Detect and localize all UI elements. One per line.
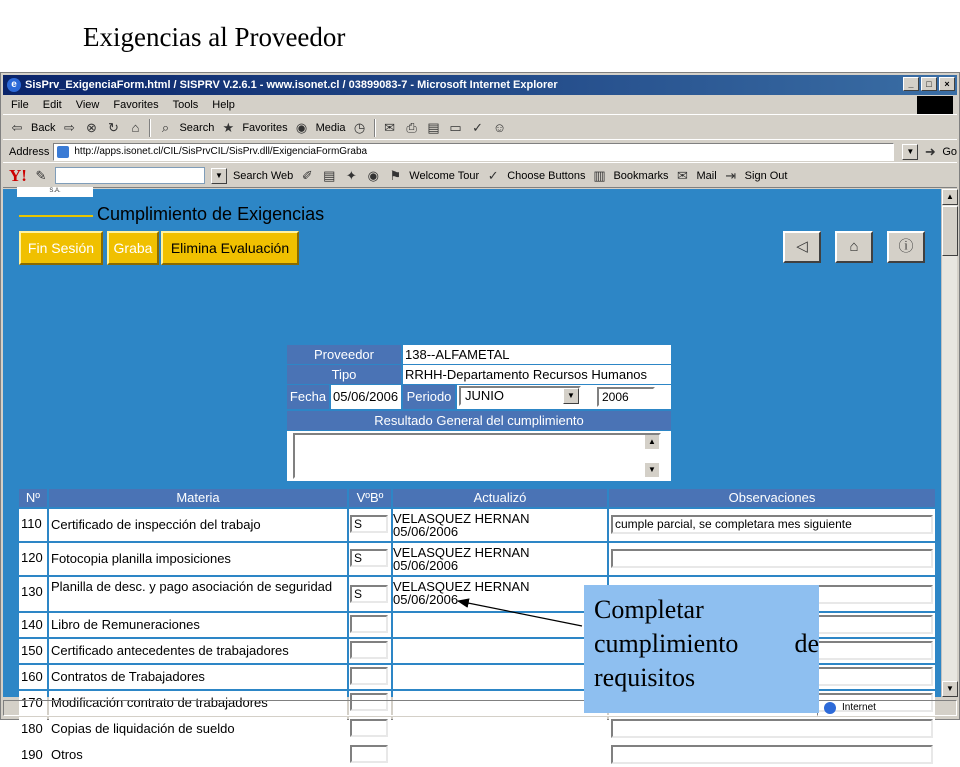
scroll-up-icon[interactable]: ▲ (645, 435, 659, 449)
vobo-input[interactable]: S (350, 585, 388, 603)
menu-favorites[interactable]: Favorites (113, 98, 159, 111)
mail-icon[interactable]: ✉ (384, 119, 395, 135)
vobo-input[interactable]: S (350, 549, 388, 567)
header-materia: Materia (49, 489, 347, 507)
scroll-down-icon[interactable]: ▼ (645, 463, 659, 477)
row-num: 150 (19, 639, 47, 663)
row-obs-cell (609, 509, 935, 541)
header-vobo: VºBº (349, 489, 391, 507)
row-actualizo (393, 665, 607, 689)
actualizo-date: 05/06/2006 (393, 558, 459, 573)
highlight-icon[interactable]: ✐ (301, 167, 313, 183)
scroll-thumb[interactable] (942, 206, 958, 256)
row-num: 170 (19, 691, 47, 715)
resultado-label: Resultado General del cumplimiento (287, 411, 671, 430)
print-icon[interactable]: ⎙ (406, 119, 417, 135)
address-dropdown-button[interactable]: ▼ (902, 144, 918, 160)
periodo-select[interactable] (459, 386, 581, 406)
search-button[interactable]: Search (179, 121, 215, 134)
row-obs-cell (609, 717, 935, 741)
toolbar-separator (149, 119, 151, 137)
yahoo-search-input[interactable] (55, 167, 205, 184)
choose-buttons-icon[interactable]: ✓ (487, 167, 499, 183)
row-materia: Certificado antecedentes de trabajadores (49, 639, 347, 663)
welcome-tour-icon[interactable]: ⚑ (389, 167, 402, 183)
media-icon[interactable]: ◉ (295, 119, 308, 135)
history-icon[interactable]: ◷ (353, 119, 366, 135)
page-icon (57, 146, 69, 158)
standard-toolbar (3, 116, 957, 140)
welcome-tour-button[interactable]: Welcome Tour (409, 169, 480, 182)
sign-out-button[interactable]: Sign Out (744, 169, 788, 182)
info-icon: ⓘ (898, 238, 914, 255)
status-zone-label: Internet (842, 702, 876, 713)
yahoo-toolbar (3, 164, 957, 188)
row-vobo-cell (349, 717, 391, 741)
scroll-down-icon[interactable]: ▼ (942, 681, 958, 697)
go-arrow-icon[interactable]: ➜ (924, 143, 936, 159)
vobo-input[interactable] (350, 719, 388, 737)
menu-view[interactable]: View (75, 98, 100, 111)
header-observaciones: Observaciones (609, 489, 935, 507)
row-materia: Planilla de desc. y pago asociación de seguridad (49, 577, 347, 611)
yahoo-search-dropdown[interactable]: ▼ (211, 168, 227, 184)
row-num: 130 (19, 577, 47, 611)
yahoo-logo[interactable]: Y! (9, 165, 27, 185)
row-vobo-cell (349, 743, 391, 767)
fecha-label: Fecha (287, 385, 329, 409)
row-actualizo (393, 509, 607, 541)
row-materia: Contratos de Trabajadores (49, 665, 347, 689)
row-materia: Certificado de inspección del trabajo (49, 509, 347, 541)
address-input[interactable] (53, 143, 894, 161)
slide-title: Exigencias al Proveedor (83, 22, 346, 52)
menu-edit[interactable]: Edit (42, 98, 62, 111)
sign-out-icon[interactable]: ⇥ (725, 167, 737, 183)
graba-button[interactable]: Graba (107, 231, 159, 265)
back-arrow-icon[interactable]: ⇦ (11, 119, 23, 135)
company-logo: S.A. (17, 187, 93, 197)
vobo-input[interactable] (350, 641, 388, 659)
row-vobo-cell (349, 509, 391, 541)
fecha-value: 05/06/2006 (331, 385, 401, 409)
vobo-input[interactable] (350, 745, 388, 763)
media-button[interactable]: Media (315, 121, 346, 134)
row-vobo-cell (349, 543, 391, 575)
observaciones-input[interactable] (611, 745, 933, 764)
search-icon[interactable]: ⌕ (161, 119, 170, 135)
discuss-icon[interactable]: ▭ (449, 119, 462, 135)
elimina-evaluacion-button[interactable]: Elimina Evaluación (161, 231, 299, 265)
row-actualizo (393, 717, 607, 741)
go-button[interactable]: Go (942, 145, 957, 158)
menu-tools[interactable]: Tools (172, 98, 199, 111)
mail-button[interactable]: Mail (696, 169, 717, 182)
observaciones-input[interactable]: cumple parcial, se completara mes siguiente (611, 515, 933, 534)
actualizo-date: 05/06/2006 (393, 524, 459, 539)
row-num: 140 (19, 613, 47, 637)
row-materia: Otros (49, 743, 347, 767)
row-actualizo (393, 743, 607, 767)
favorites-icon[interactable]: ★ (222, 119, 235, 135)
section-divider (19, 215, 93, 217)
home-icon: ⌂ (849, 238, 859, 255)
row-vobo-cell (349, 577, 391, 611)
bookmarks-button[interactable]: Bookmarks (613, 169, 669, 182)
back-button[interactable]: Back (31, 121, 56, 134)
observaciones-input[interactable] (611, 719, 933, 738)
globe-icon (824, 702, 836, 714)
back-nav-button[interactable] (783, 231, 821, 263)
home-nav-button[interactable] (835, 231, 873, 263)
tipo-label: Tipo (287, 365, 401, 384)
proveedor-label: Proveedor (287, 345, 401, 364)
resultado-textarea[interactable] (293, 433, 661, 479)
actualizo-name: VELASQUEZ HERNAN (393, 545, 530, 560)
actualizo-name: VELASQUEZ HERNAN (393, 579, 530, 594)
pencil-icon[interactable]: ✎ (35, 167, 47, 183)
row-num: 190 (19, 743, 47, 767)
row-num: 120 (19, 543, 47, 575)
row-actualizo (393, 543, 607, 575)
section-title: Cumplimiento de Exigencias (97, 204, 325, 224)
header-actualizo: Actualizó (393, 489, 607, 507)
menu-bar (3, 95, 957, 115)
row-vobo-cell (349, 613, 391, 637)
refresh-icon[interactable]: ↻ (108, 119, 119, 135)
header-num: Nº (19, 489, 47, 507)
back-icon: ◁ (796, 238, 808, 255)
ie-icon: e (7, 78, 21, 92)
periodo-label: Periodo (403, 385, 455, 409)
vobo-input[interactable] (350, 667, 388, 685)
chevron-down-icon[interactable]: ▼ (563, 388, 579, 404)
messenger-icon[interactable]: ☺ (492, 119, 507, 135)
year-input[interactable]: 2006 (597, 387, 655, 407)
row-num: 160 (19, 665, 47, 689)
actualizo-name: VELASQUEZ HERNAN (393, 511, 530, 526)
callout-box: Completar cumplimiento de requisitos (584, 585, 819, 713)
tipo-value: RRHH-Departamento Recursos Humanos (403, 365, 671, 384)
info-nav-button[interactable] (887, 231, 925, 263)
row-num: 110 (19, 509, 47, 541)
vobo-input[interactable]: S (350, 515, 388, 533)
row-actualizo (393, 577, 607, 611)
spellcheck-icon[interactable]: ✓ (472, 119, 483, 135)
proveedor-value: 138--ALFAMETAL (403, 345, 671, 364)
menu-help[interactable]: Help (212, 98, 235, 111)
scroll-up-icon[interactable]: ▲ (942, 189, 958, 205)
row-vobo-cell (349, 665, 391, 689)
address-url: http://apps.isonet.cl/CIL/SisPrvCIL/SisPrv.dll/ExigenciaFormGraba (74, 145, 368, 157)
compass-icon[interactable]: ✦ (345, 167, 357, 183)
address-label: Address (9, 145, 50, 158)
row-actualizo (393, 613, 607, 637)
window-title: SisPrv_ExigenciaForm.html / SISPRV V.2.6.1 - www.isonet.cl / 03899083-7 - Microsoft Internet Explorer (25, 79, 558, 91)
mail-icon[interactable]: ✉ (677, 167, 688, 183)
periodo-selected-value: JUNIO (465, 388, 504, 403)
row-num: 180 (19, 717, 47, 741)
windows-logo-icon (917, 96, 953, 114)
actualizo-date: 05/06/2006 (393, 592, 459, 607)
layout-icon[interactable]: ▤ (323, 167, 336, 183)
row-vobo-cell (349, 639, 391, 663)
fin-sesion-button[interactable]: Fin Sesión (19, 231, 103, 265)
title-bar (3, 75, 957, 95)
status-zone (817, 700, 957, 716)
row-materia: Fotocopia planilla imposiciones (49, 543, 347, 575)
vobo-input[interactable] (350, 615, 388, 633)
row-obs-cell (609, 743, 935, 767)
row-obs-cell (609, 543, 935, 575)
bookmarks-icon[interactable]: ▥ (593, 167, 606, 183)
row-materia: Copias de liquidación de sueldo (49, 717, 347, 741)
page-scrollbar[interactable] (941, 189, 957, 697)
address-bar (3, 141, 957, 163)
minimize-button[interactable]: _ (903, 77, 919, 91)
forward-arrow-icon[interactable]: ⇨ (64, 119, 75, 135)
maximize-button[interactable]: □ (921, 77, 937, 91)
edit-icon[interactable]: ▤ (427, 119, 440, 135)
row-materia: Libro de Remuneraciones (49, 613, 347, 637)
menu-file[interactable]: File (11, 98, 29, 111)
home-icon[interactable]: ⌂ (131, 119, 140, 135)
toolbar-separator (374, 119, 376, 137)
row-actualizo (393, 639, 607, 663)
alert-icon[interactable]: ◉ (367, 167, 379, 183)
favorites-button[interactable]: Favorites (242, 121, 288, 134)
close-button[interactable]: × (939, 77, 955, 91)
stop-icon[interactable]: ⊗ (86, 119, 97, 135)
search-web-button[interactable]: Search Web (232, 169, 294, 182)
window-controls (903, 77, 955, 91)
row-materia: Modificación contrato de trabajadores (49, 691, 347, 715)
choose-buttons-button[interactable]: Choose Buttons (507, 169, 586, 182)
observaciones-input[interactable] (611, 549, 933, 568)
